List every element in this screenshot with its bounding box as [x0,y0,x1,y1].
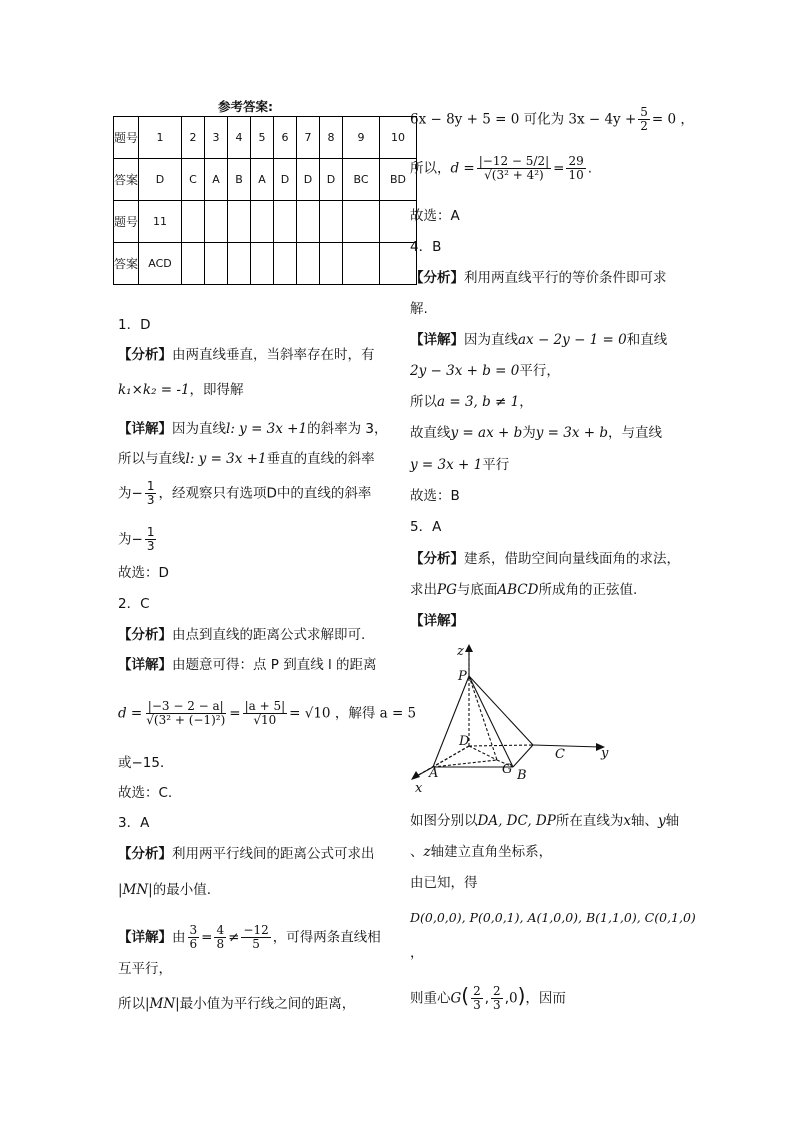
r-choose-a: 故选：A [410,208,460,224]
text: 、 [410,844,424,860]
edge-PB [469,676,513,767]
table-cell: D [320,159,343,201]
y-axis [533,745,600,747]
label-P: P [458,669,467,684]
text: 为 [522,425,536,441]
text: 由 [172,929,186,946]
formula: y [657,813,666,829]
q4-so [410,393,533,411]
formula: = 0 ， [651,111,694,128]
formula: G [450,990,462,1007]
table-cell [182,243,205,285]
q2-choose: 故选：C. [118,785,173,801]
numerator: 2 [493,984,501,998]
formula: l: y = 3x +1 [226,421,308,437]
r-line2 [410,155,592,182]
table-cell: 3 [205,117,228,159]
answer-table [113,116,417,285]
text: 所以与直线 [118,451,186,467]
formula: l: y = 3x +1 [185,451,267,467]
table-cell: A [205,159,228,201]
formula: |MN| [118,882,153,898]
numerator: |−12 − 5/2| [478,154,550,168]
analysis-label: 【分析】 [410,270,464,286]
numerator: −12 [243,923,269,937]
formula: PG [437,582,457,598]
edge-DC [469,745,533,746]
detail-label: 【详解】 [118,421,172,437]
table-cell: 7 [297,117,320,159]
formula: y = 3x + 1 [410,457,483,473]
numerator: |a + 5| [244,699,286,713]
text: 和直线 [626,332,668,348]
table-cell: C [182,159,205,201]
table-cell [228,243,251,285]
fraction [491,985,503,1012]
q4-choose: 故选：B [410,488,460,504]
text: 所以 [410,394,437,410]
q2-or: 或−15． [118,755,174,771]
q2-heading: 2．C [118,596,150,612]
denominator: 6 [189,937,198,951]
formula: 2y − 3x + b = 0 [410,363,520,379]
formula: d = [118,705,143,722]
denominator: 8 [216,937,225,951]
answer-table-title: 参考答案: [218,99,273,114]
text: . [587,160,593,177]
x-arrow-icon [411,771,420,780]
formula: DA, DC, DP [477,813,556,829]
q1-choose: 故选：D [118,565,169,581]
fraction [145,480,157,507]
analysis-label: 【分析】 [118,627,172,643]
numerator: 3 [189,923,198,937]
table-cell: BD [380,159,417,201]
text: 为 [118,531,132,548]
table-cell: 5 [251,117,274,159]
text: 故直线 [410,425,451,441]
q5-line3 [410,812,679,830]
label-B: B [517,768,527,783]
label-G: G [502,762,513,777]
text: ，与直线 [607,425,662,441]
text: 的斜率为 3， [307,421,388,437]
table-cell: 11 [139,201,182,243]
formula: |MN| [145,996,180,1012]
table-cell [205,243,228,285]
q3-mn [118,881,211,899]
denominator: 3 [493,998,501,1012]
text: 所在直线为 [555,813,624,829]
formula: x [623,813,631,829]
q4-result [410,424,662,442]
table-row [114,201,417,243]
q3-heading: 3．A [118,815,150,831]
label-z: z [457,644,464,659]
denominator: √10 [253,713,277,727]
formula: 0 [508,990,518,1007]
table-cell [251,243,274,285]
segment-PG [469,676,497,760]
edge-BC [513,745,533,767]
table-cell: B [228,159,251,201]
q1-heading: 1．D [118,317,151,333]
fraction [471,985,483,1012]
table-cell [320,243,343,285]
table-row [114,117,417,159]
text: ，可得两条直线相 [272,929,381,946]
analysis-text: 利用两平行线间的距离公式可求出 [172,846,375,862]
formula: z [423,844,431,860]
text: 垂直的直线的斜率 [266,451,375,467]
text: 所以， [410,160,451,177]
label-C: C [555,747,565,762]
numerator: 5 [640,105,648,119]
denominator: √(3² + (−1)²) [146,713,226,727]
text: 所成角的正弦值. [538,582,638,598]
q4-analysis [410,269,667,287]
q2-formula [118,700,416,727]
table-cell: D [297,159,320,201]
table-cell: BC [343,159,380,201]
formula: y = 3x + b [535,425,608,441]
q5-detail [410,612,464,630]
r-line1 [410,106,694,133]
analysis-label: 【分析】 [118,846,172,862]
formula: d = [450,160,475,177]
text: 最小值为平行线之间的距离， [179,996,356,1012]
q5-analysis [410,550,680,568]
numerator: 29 [568,154,584,168]
label-D: D [459,734,470,749]
denominator: 3 [146,493,155,507]
q1-detail [118,420,387,438]
minus-sign: − [131,531,143,548]
row-header-answer: 答案 [114,159,139,201]
formula: 6x − 8y + 5 = 0 可化为 3x − 4y + [410,111,637,128]
equals: = [553,160,565,177]
text: 由题意可得：点 P 到直线 l 的距离 [172,657,377,673]
numerator: 1 [146,479,155,493]
text: 平行 [482,457,510,473]
table-cell: A [251,159,274,201]
text: = √10 ，解得 a = 5 [289,705,417,722]
fraction [566,155,585,182]
formula: a = 3, b ≠ 1 [437,394,520,410]
detail-label: 【详解】 [118,657,172,673]
fraction [145,526,157,553]
formula: D(0,0,0), P(0,0,1), A(1,0,0), B(1,1,0), C(0,1,0) [410,910,696,925]
q4-heading: 4．B [410,239,442,255]
table-cell: 6 [274,117,297,159]
label-A: A [429,766,439,781]
formula: ax − 2y − 1 = 0 [518,332,627,348]
table-cell [182,201,205,243]
table-row [114,243,417,285]
q3-line3 [118,995,355,1013]
table-cell: 2 [182,117,205,159]
label-y: y [601,746,609,761]
q1-analysis [118,346,375,364]
row-header-question: 题号 [114,117,139,159]
q1-line3 [118,480,371,507]
analysis-text: 建系，借助空间向量线面角的求法， [464,551,680,567]
text: ，即得解 [189,382,244,398]
text: 轴、 [630,813,658,829]
analysis-label: 【分析】 [118,347,172,363]
q2-detail [118,656,377,674]
q4-line-eq [410,362,560,380]
fraction [188,924,200,951]
q5-coords [410,909,696,927]
text: 因为直线 [172,421,226,437]
fraction [477,155,551,182]
table-cell [205,201,228,243]
text: 轴 [665,813,680,829]
row-header-answer: 答案 [114,243,139,285]
edge-PA [433,676,469,767]
formula: k₁×k₂ = -1 [118,382,190,398]
table-cell [228,201,251,243]
text: 的最小值. [152,882,212,898]
q5-line2 [410,581,637,599]
text: ，因而 [525,990,566,1007]
table-cell [320,201,343,243]
equals: = [229,705,241,722]
text: 所以 [118,996,145,1012]
fraction [241,924,270,951]
q5-comma: ， [410,945,424,961]
text: ， [519,394,533,410]
formula: ABCD [497,582,539,598]
table-cell: 9 [343,117,380,159]
table-cell: D [274,159,297,201]
q1-line4 [118,526,158,553]
table-cell: 4 [228,117,251,159]
numerator: 1 [146,525,155,539]
text: 轴建立直角坐标系， [430,844,553,860]
denominator: 2 [640,119,648,133]
numerator: 4 [216,923,225,937]
numerator: |−3 − 2 − a| [147,699,224,713]
analysis-text: 由点到直线的距离公式求解即可. [172,627,366,643]
table-cell [274,243,297,285]
table-cell [251,201,274,243]
text: 与底面 [456,582,498,598]
numerator: 2 [473,984,481,998]
table-cell [343,243,380,285]
denominator: √(3² + 4²) [484,168,544,182]
fraction [144,700,227,727]
table-cell [297,201,320,243]
table-cell: 10 [380,117,417,159]
analysis-label: 【分析】 [410,551,464,567]
q2-analysis [118,626,365,644]
fraction [214,924,226,951]
text: ，经观察只有选项D中的直线的斜率 [158,485,372,502]
table-cell [274,201,297,243]
fraction [638,106,650,133]
text: 如图分别以 [410,813,478,829]
denominator: 5 [252,937,260,951]
z-arrow-icon [465,644,473,652]
q1-line2 [118,450,375,468]
q3-line2: 互平行， [118,961,172,977]
q5-line4 [410,843,552,861]
table-cell [343,201,380,243]
analysis-text: 利用两直线平行的等价条件即可求 [464,270,667,286]
denominator: 3 [473,998,481,1012]
text: 为 [118,485,132,502]
text: 求出 [410,582,437,598]
detail-label: 【详解】 [410,332,464,348]
row-header-question: 题号 [114,201,139,243]
q4-line2: 解. [410,301,428,317]
q4-result2 [410,456,509,474]
table-cell: ACD [139,243,182,285]
label-x: x [415,781,423,795]
table-cell: 1 [139,117,182,159]
q5-heading: 5．A [410,519,442,535]
edge-PC [469,676,533,745]
q1-condition [118,381,244,399]
table-row [114,159,417,201]
detail-label: 【详解】 [410,613,464,629]
table-cell: 8 [320,117,343,159]
analysis-text: 由两直线垂直，当斜率存在时，有 [172,347,375,363]
q3-detail: 【详解】由 $\frac{3}{6}$ = $\frac{4}{8}$ ≠ $\frac{-12}{5}$ ，可得两条直线相 [118,923,381,951]
detail-label: 【详解】 [118,929,172,946]
pyramid-figure [405,640,615,795]
q5-line5: 由已知，得 [410,875,478,891]
text: 则重心 [410,990,451,1007]
denominator: 3 [146,539,155,553]
q5-centroid: 则重心G( $\frac{2}{3}$ , $\frac{2}{3}$ ,0)，因而 [410,983,566,1012]
q4-detail [410,331,667,349]
formula: y = ax + b [450,425,523,441]
fraction [243,700,288,727]
text: 平行， [519,363,560,379]
table-cell [297,243,320,285]
text: 因为直线 [464,332,518,348]
minus-sign: − [131,485,143,502]
table-cell: D [139,159,182,201]
denominator: 10 [568,168,584,182]
q3-analysis [118,845,375,863]
